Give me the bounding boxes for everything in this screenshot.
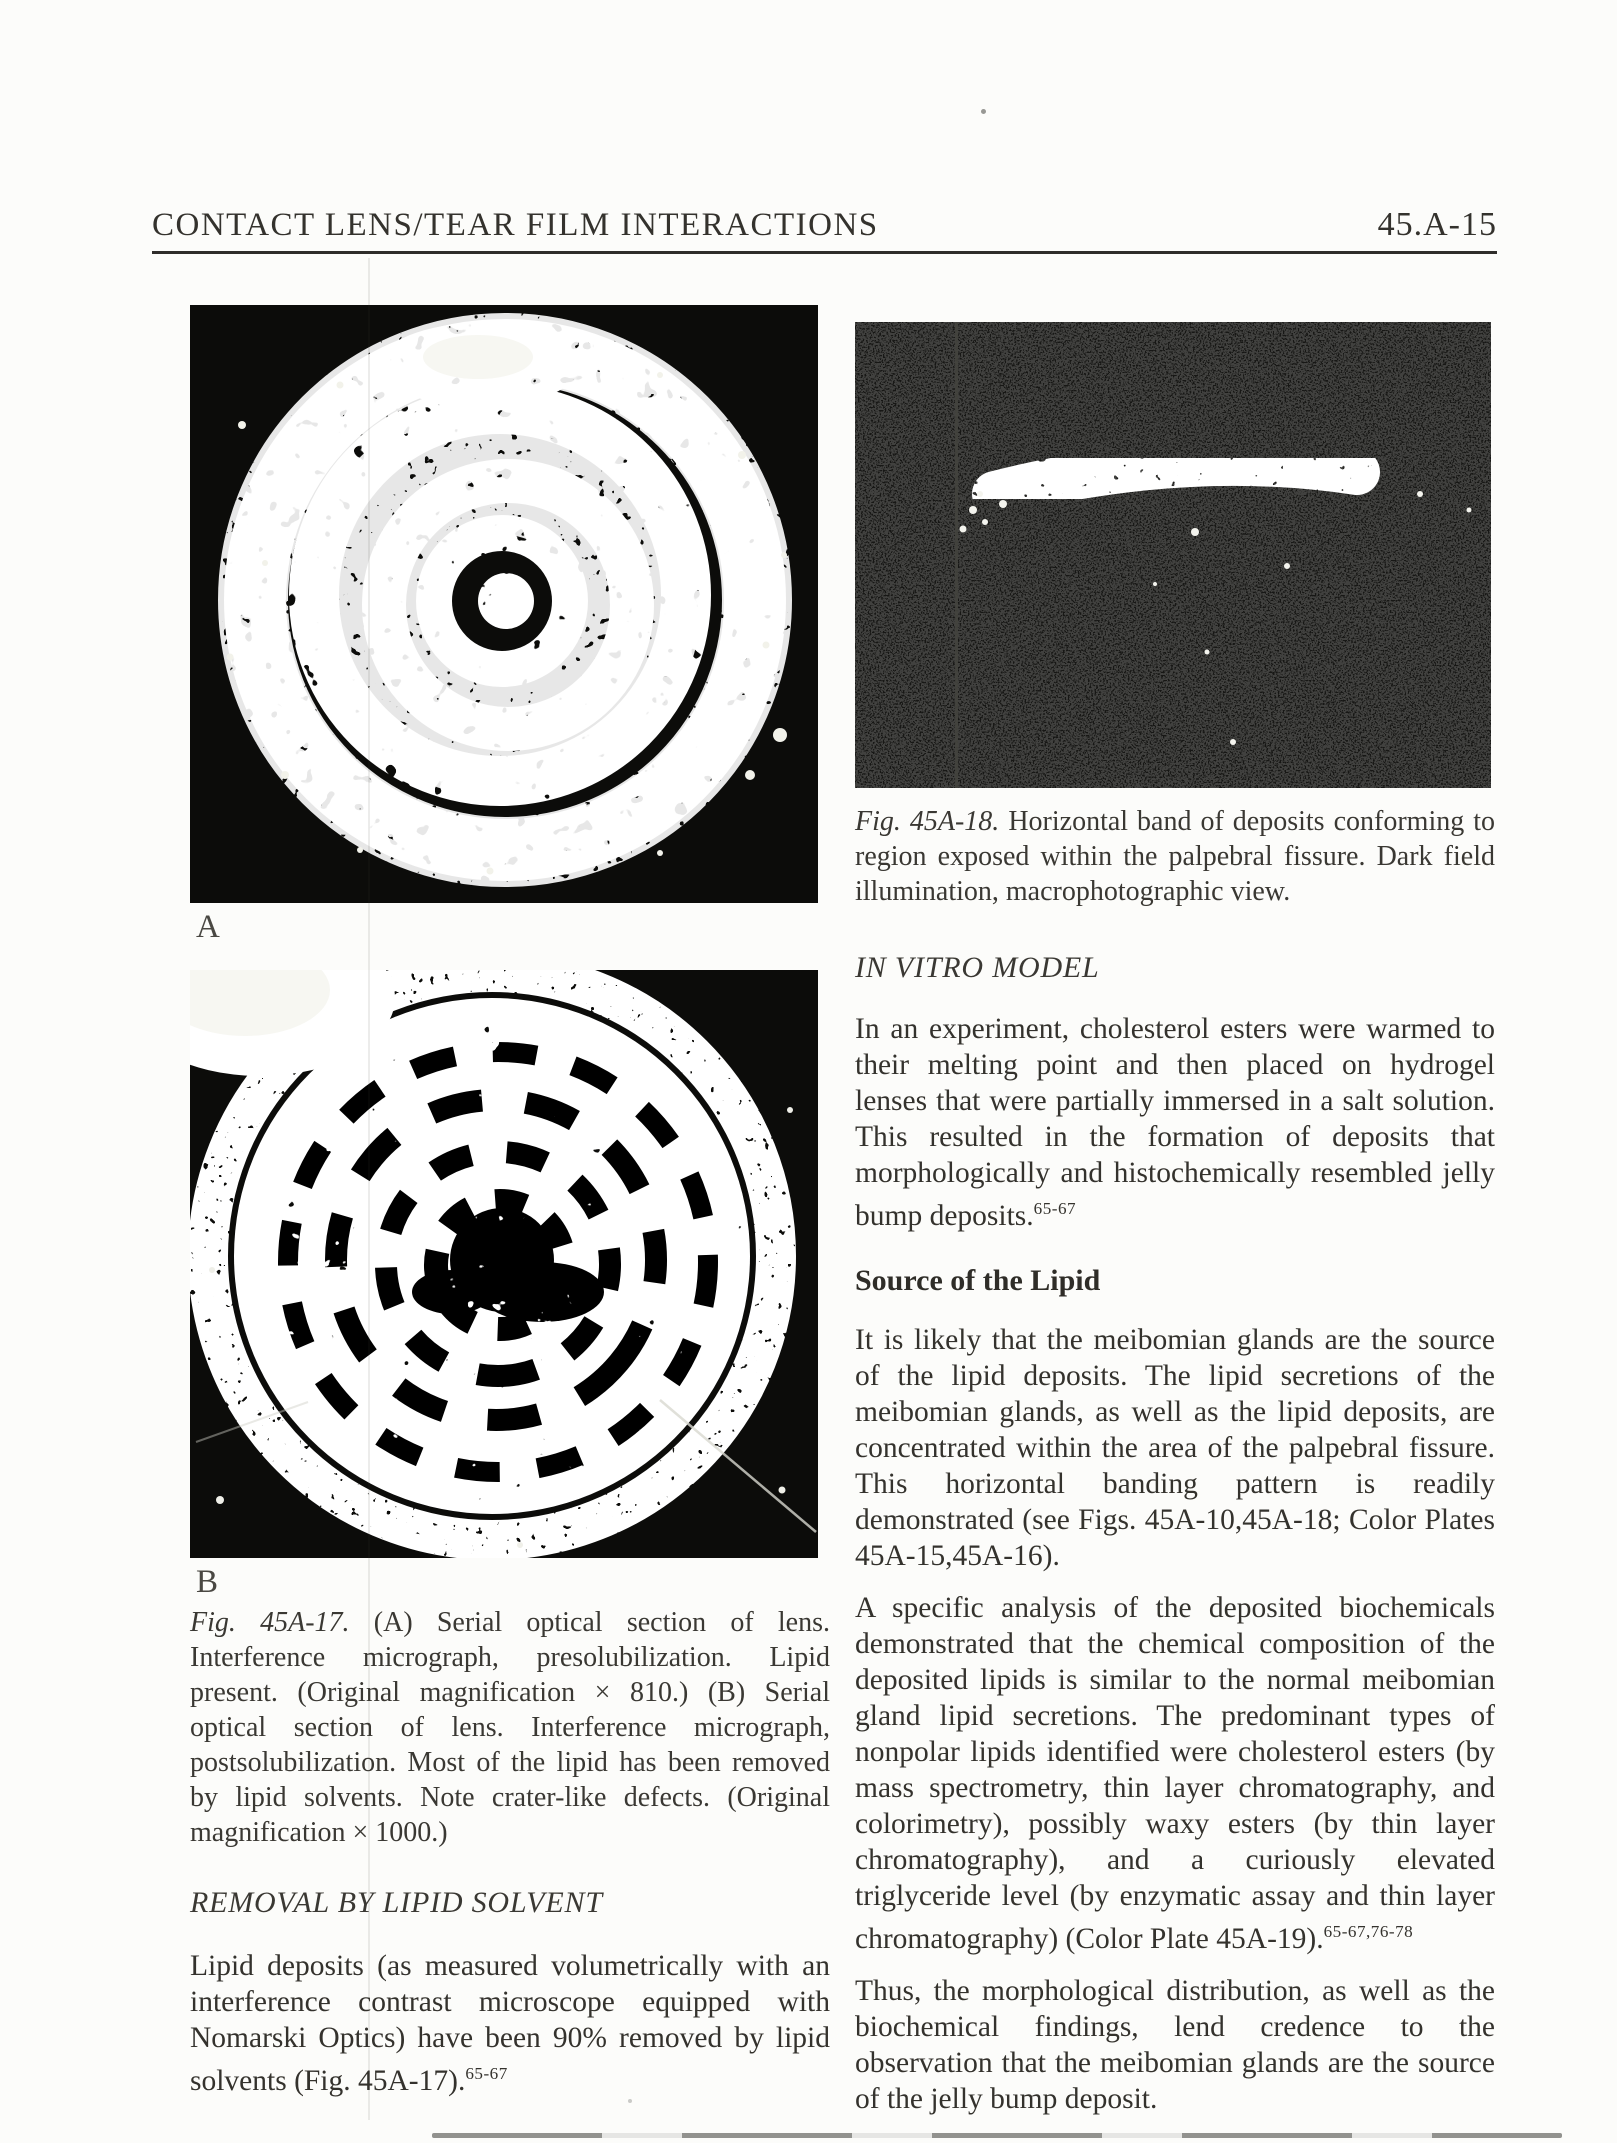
section-heading-source-of-lipid: Source of the Lipid [855, 1263, 1101, 1297]
scan-artifact-vertical-line [368, 258, 370, 2120]
running-head-title: CONTACT LENS/TEAR FILM INTERACTIONS [152, 207, 879, 243]
scan-artifact-bottom-smudge [432, 2133, 1562, 2138]
figure-b-label: B [196, 1564, 219, 1600]
figure-45a17-caption [190, 1605, 830, 1850]
figure-a-label: A [196, 909, 220, 945]
section-heading-in-vitro: IN VITRO MODEL [855, 951, 1100, 984]
paragraph-source-2 [855, 1590, 1495, 1957]
figure-45a18-caption-text: Horizontal band of deposits conforming to region exposed within the palpebral fissure. Dark field illumination, macrophotographic view. [855, 806, 1495, 907]
paragraph-in-vitro-text: In an experiment, cholesterol esters were warmed to their melting point and then placed on hydrogel lenses that were partially immersed in a salt solution. This resulted in the formation of deposits that morphologically and histochemically resembled jelly bump deposits. [855, 1013, 1495, 1232]
section-heading-removal: REMOVAL BY LIPID SOLVENT [190, 1886, 603, 1919]
figure-45a17-caption-text: (A) Serial optical section of lens. Interference micrograph, presolubilization. Lipid present. (Original magnification × 810.) (B) Serial optical section of lens. Interference micrograph, postsolubilization. Most of the lipid has been removed by lipid solvents. Note crater-like defects. (Original magnification × 1000.) [190, 1607, 830, 1848]
figure-45a17-b-micrograph [190, 970, 818, 1558]
page-number: 45.A-15 [1377, 206, 1497, 243]
figure-45a17-a-micrograph [190, 305, 818, 903]
paragraph-removal [190, 1948, 830, 2099]
reference-superscript: 65-67 [1033, 1199, 1077, 1218]
left-column [190, 305, 830, 2099]
paragraph-source-2-text: A specific analysis of the deposited biochemicals demonstrated that the chemical composition of the deposited lipids is similar to the normal meibomian gland lipid secretions. The predominant types of nonpolar lipids identified were cholesterol esters (by mass spectrometry, thin layer chromatography, and colorimetry), possibly waxy esters (by thin layer chromatography), and a curiously elevated triglyceride level (by enzymatic assay and thin layer chromatography) (Color Plate 45A-19). [855, 1591, 1495, 1955]
figure-45a18-caption [855, 804, 1495, 909]
paragraph-removal-text: Lipid deposits (as measured volumetrically with an interference contrast microscope equipped with Nomarski Optics) have been 90% removed by lipid solvents (Fig. 45A-17). [190, 1950, 830, 2097]
reference-superscript: 65-67,76-78 [1323, 1921, 1414, 1941]
right-column [855, 322, 1495, 2117]
running-head [152, 206, 1497, 254]
paragraph-source-3: Thus, the morphological distribution, as well as the biochemical findings, lend credence to the observation that the meibomian glands are the source of the jelly bump deposit. [855, 1974, 1495, 2115]
figure-45a18-caption-lead: Fig. 45A-18. [855, 806, 1000, 837]
figure-45a17-caption-lead: Fig. 45A-17. [190, 1607, 350, 1638]
paragraph-in-vitro [855, 1011, 1495, 1234]
scan-artifact-dot [981, 109, 986, 114]
scan-artifact-dot [628, 2099, 632, 2103]
paragraph-source-1: It is likely that the meibomian glands are the source of the lipid deposits. The lipid secretions of the meibomian glands, as well as the lipid deposits, are concentrated within the area of the palpebral fissure. This horizontal banding pattern is readily demonstrated (see Figs. 45A-10,45A-18; Color Plates 45A-15,45A-16). [855, 1323, 1495, 1572]
reference-superscript: 65-67 [465, 2064, 508, 2083]
figure-45a18-photo [855, 322, 1491, 788]
